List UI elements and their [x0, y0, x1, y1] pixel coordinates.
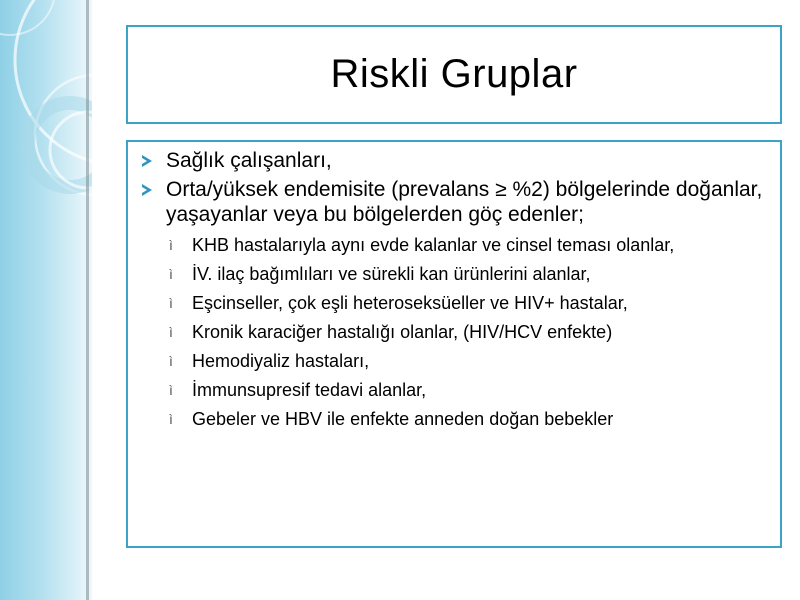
sub-bullet-icon: ì [169, 324, 173, 340]
arrow-bullet-icon [142, 184, 152, 196]
sub-bullet-text: İmmunsupresif tedavi alanlar, [192, 380, 427, 400]
sub-bullet-item [166, 322, 770, 343]
decorative-circles-graphic [0, 0, 92, 600]
sub-bullet-text: Gebeler ve HBV ile enfekte anneden doğan bebekler [192, 409, 614, 429]
sub-bullet-text: KHB hastalarıyla aynı evde kalanlar ve cinsel teması olanlar, [192, 235, 675, 255]
bullet-text: Orta/yüksek endemisite (prevalans ≥ %2) bölgelerinde doğanlar, yaşayanlar veya bu bölgelerden göç edenler; [166, 178, 763, 226]
bullet-text: Sağlık çalışanları, [166, 149, 332, 172]
sub-bullet-icon: ì [169, 382, 173, 398]
sub-bullet-item [166, 293, 770, 314]
bullet-list [128, 142, 780, 430]
sub-bullet-icon: ì [169, 295, 173, 311]
sub-bullet-text: İV. ilaç bağımlıları ve sürekli kan ürünlerini alanlar, [192, 264, 591, 284]
sub-bullet-icon: ì [169, 411, 173, 427]
bullet-item [142, 177, 770, 430]
sub-bullet-item [166, 351, 770, 372]
sub-bullet-icon: ì [169, 266, 173, 282]
sub-bullet-item [166, 380, 770, 401]
sub-bullet-text: Hemodiyaliz hastaları, [192, 351, 370, 371]
sub-bullet-item [166, 264, 770, 285]
side-band-divider [86, 0, 89, 600]
sub-bullet-list [166, 235, 770, 430]
sub-bullet-item [166, 409, 770, 430]
sub-bullet-text: Kronik karaciğer hastalığı olanlar, (HIV/HCV enfekte) [192, 322, 613, 342]
slide-title: Riskli Gruplar [330, 52, 578, 96]
sub-bullet-icon: ì [169, 353, 173, 369]
sub-bullet-icon: ì [169, 237, 173, 253]
title-box [126, 25, 782, 124]
arrow-bullet-icon [142, 155, 152, 167]
sub-bullet-item [166, 235, 770, 256]
content-box [126, 140, 782, 548]
bullet-item [142, 148, 770, 173]
sub-bullet-text: Eşcinseller, çok eşli heteroseksüeller ve HIV+ hastalar, [192, 293, 628, 313]
